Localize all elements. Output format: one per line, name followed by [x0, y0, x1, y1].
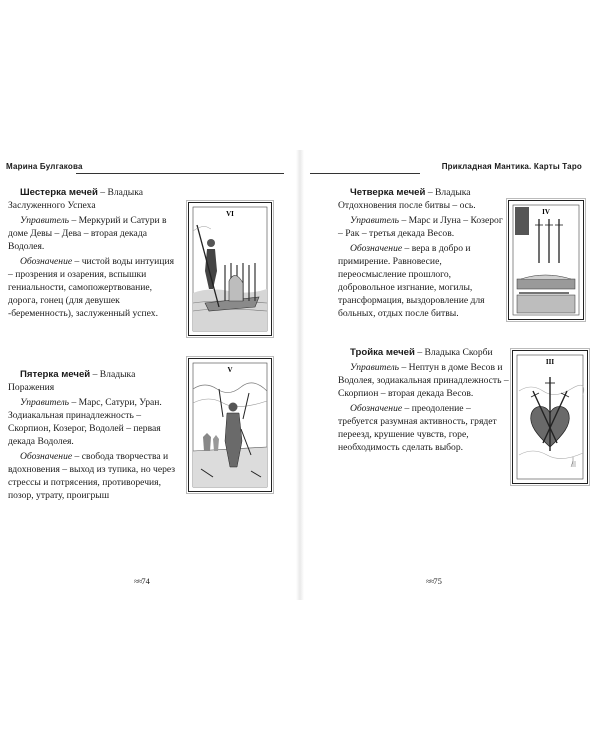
card-numeral: III: [545, 358, 555, 366]
ruler-label: Управитель: [20, 215, 70, 226]
card-numeral: VI: [226, 210, 234, 218]
entry-subtitle: – Владыка Поражения: [8, 369, 136, 393]
meaning-text: – преодоление – требуется разумная активность, грядет переезд, крушение чувств, горе, необходимость сделать выбор.: [338, 403, 497, 453]
ruler-text: – Марс и Луна – Козерог – Рак – третья декада Весов.: [338, 215, 503, 239]
meaning-text: – свобода творчества и вдохновения – выход из тупика, но через стрессы и потрясения, противоречия, позор, утрату, проигрыш: [8, 451, 176, 501]
entry-title: Четверка мечей: [350, 187, 426, 198]
folio-number: 75: [433, 576, 442, 586]
tarot-card-three-of-swords: [512, 350, 588, 484]
card-numeral: IV: [542, 208, 550, 216]
ruler-text: – Нептун в доме Весов и Водолея, зодиакальная принадлежность – Скорпион – вторая декада Весов.: [338, 362, 509, 399]
page-number-right: [426, 576, 442, 586]
left-page: [0, 162, 290, 592]
entry-title: Тройка мечей: [350, 347, 415, 358]
ruler-label: Управитель: [20, 397, 70, 408]
three-of-swords-illustration: [513, 351, 587, 483]
entry-title: Пятерка мечей: [20, 369, 91, 380]
entry-subtitle: – Владыка Отдохновения после битвы – ось.: [338, 187, 476, 211]
tarot-card-six-of-swords: [188, 202, 272, 336]
entry-five-of-swords: [8, 368, 180, 504]
tarot-card-five-of-swords: [188, 358, 272, 492]
entry-subtitle: – Владыка Заслуженного Успеха: [8, 187, 144, 211]
meaning-text: – вера в добро и примирение. Равновесие, переосмысление прошлого, добровольное изгнание, могилы, трансформация, выздоровление для больных, отдых после битвы.: [338, 243, 485, 319]
card-numeral: V: [227, 366, 233, 374]
meaning-label: Обозначение: [20, 256, 73, 267]
folio-number: 74: [141, 576, 150, 586]
meaning-label: Обозначение: [350, 403, 403, 414]
entry-six-of-swords: [8, 186, 180, 322]
running-head-author: Марина Булгакова: [6, 162, 83, 171]
ruler-text: – Меркурий и Сатури в доме Девы – Дева – вторая декада Водолея.: [8, 215, 167, 252]
five-of-swords-illustration: [189, 359, 271, 491]
folio-ornament-icon: ≈≈: [134, 576, 142, 586]
four-of-swords-illustration: [509, 201, 583, 319]
six-of-swords-illustration: [189, 203, 271, 335]
header-rule: [310, 173, 420, 174]
ruler-label: Управитель: [350, 362, 400, 373]
meaning-label: Обозначение: [20, 451, 73, 462]
ruler-label: Управитель: [350, 215, 400, 226]
header-rule: [76, 173, 284, 174]
ruler-text: – Марс, Сатури, Уран. Зодиакальная принадлежность – Скорпион, Козерог, Водолей – первая декада Водолея.: [8, 397, 162, 447]
entry-four-of-swords: [338, 186, 508, 322]
entry-subtitle: – Владыка Скорби: [414, 347, 493, 358]
tarot-card-four-of-swords: [508, 200, 584, 320]
folio-ornament-icon: ≈≈: [426, 576, 434, 586]
meaning-label: Обозначение: [350, 243, 403, 254]
running-head-book-title: Прикладная Мантика. Карты Таро: [441, 162, 582, 171]
entry-title: Шестерка мечей: [20, 187, 98, 198]
page-number-left: [134, 576, 150, 586]
meaning-text: – чистой воды интуиция – прозрения и озарения, вспышки гениальности, самопожертвование, дорога, гонец (для девушек -беременность), заслуженный успех.: [8, 256, 174, 319]
right-page: [300, 162, 590, 592]
entry-three-of-swords: [338, 346, 510, 456]
